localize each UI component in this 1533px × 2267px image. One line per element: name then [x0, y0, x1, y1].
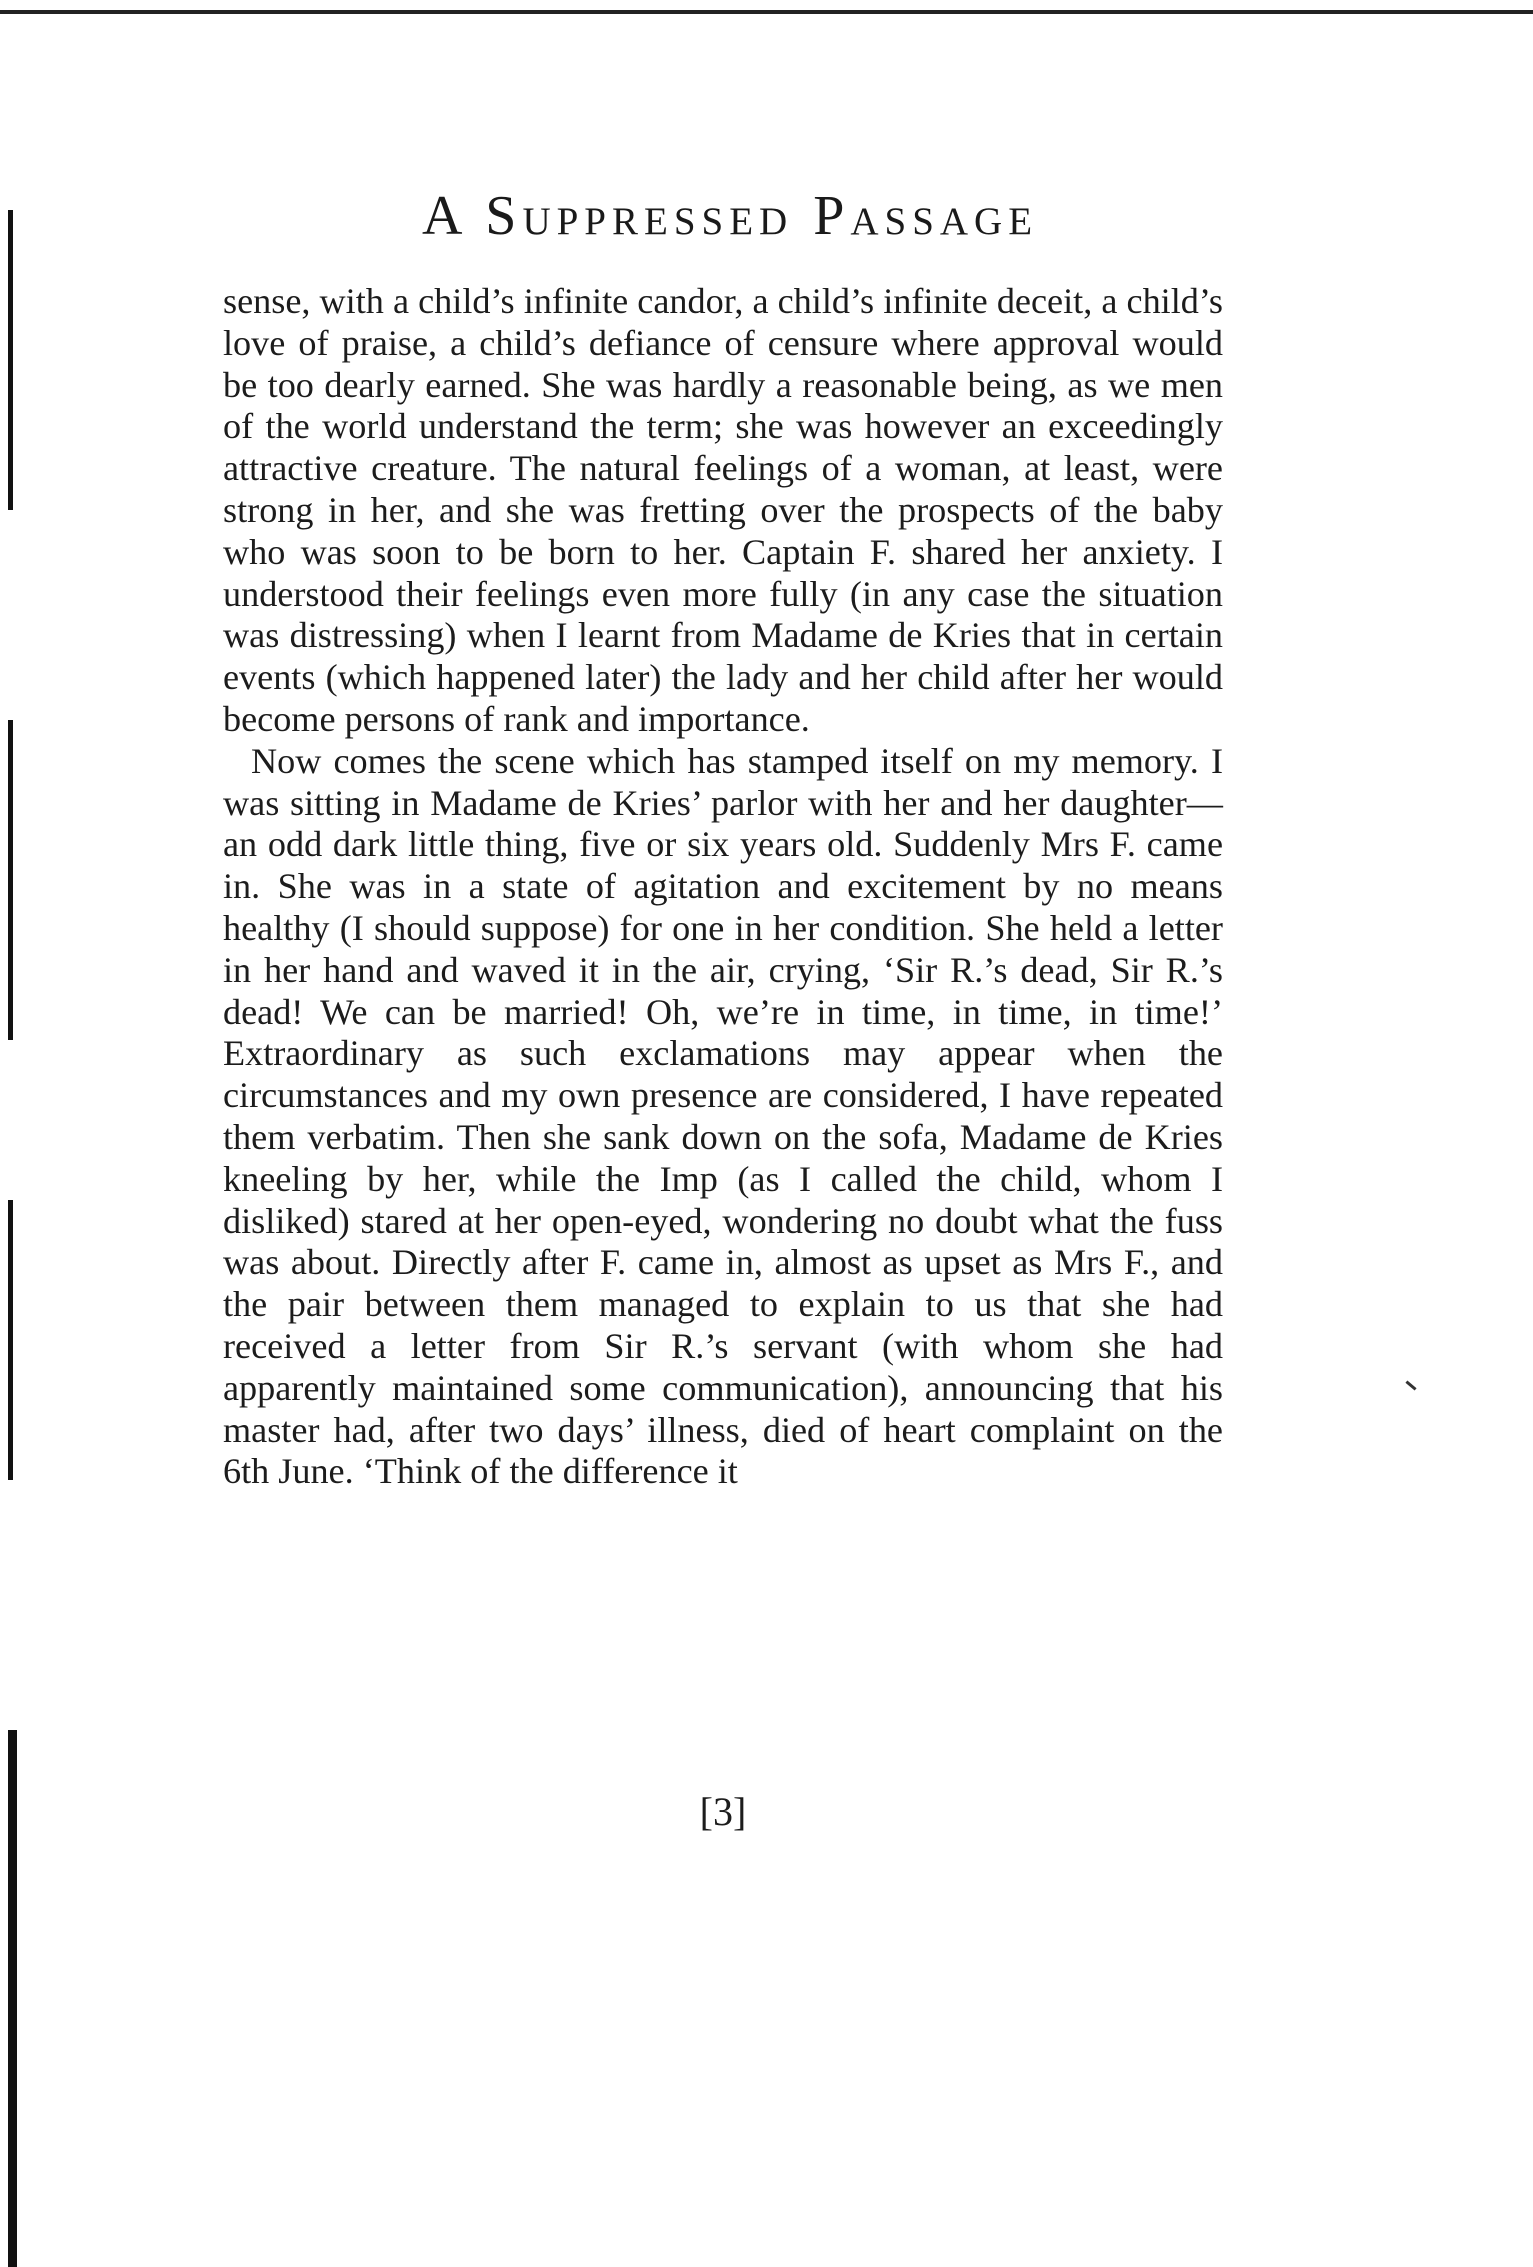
paragraph: Now comes the scene which has stamped itself on my memory. I was sitting in Madame de Kries’ parlor with her and her daughter—an odd dark little thing, five or six years old. Suddenly Mrs F. came in. She was in a state of agitation and excitement by no means healthy (I should suppose) for one in her condition. She held a letter in her hand and waved it in the air, crying, ‘Sir R.’s dead, Sir R.’s dead! We can be married! Oh, we’re in time, in time, in time!’ Extraordinary as such exclamations may appear when the circumstances and my own presence are considered, I have repeated them verbatim. Then she sank down on the sofa, Madame de Kries kneeling by her, while the Imp (as I called the child, whom I disliked) stared at her open-eyed, wondering no doubt what the fuss was about. Directly after F. came in, almost as upset as Mrs F., and the pair between them managed to explain to us that she had received a letter from Sir R.’s servant (with whom she had apparently maintained some communication), announcing that his master had, after two days’ illness, died of heart complaint on the 6th June. ‘Think of the difference it: [223, 740, 1223, 1492]
scan-edge-mark: [8, 1200, 13, 1480]
body-text: [223, 281, 1223, 1493]
running-head: A Suppressed Passage: [421, 185, 1039, 247]
top-border-rule: [0, 10, 1533, 14]
scan-edge-mark: [8, 210, 13, 510]
scan-edge-mark: [8, 1730, 17, 2267]
stray-mark: [1405, 1380, 1416, 1390]
scan-edge-mark: [8, 720, 13, 1040]
page-number: [3]: [699, 1789, 747, 1834]
paragraph: sense, with a child’s infinite candor, a child’s infinite deceit, a child’s love of praise, a child’s defiance of censure where approval would be too dearly earned. She was hardly a reasonable being, as we men of the world understand the term; she was however an exceedingly attractive creature. The natural feelings of a woman, at least, were strong in her, and she was fretting over the prospects of the baby who was soon to be born to her. Captain F. shared her anxiety. I understood their feelings even more fully (in any case the situation was distressing) when I learnt from Madame de Kries that in certain events (which happened later) the lady and her child after her would become persons of rank and importance.: [223, 281, 1223, 739]
